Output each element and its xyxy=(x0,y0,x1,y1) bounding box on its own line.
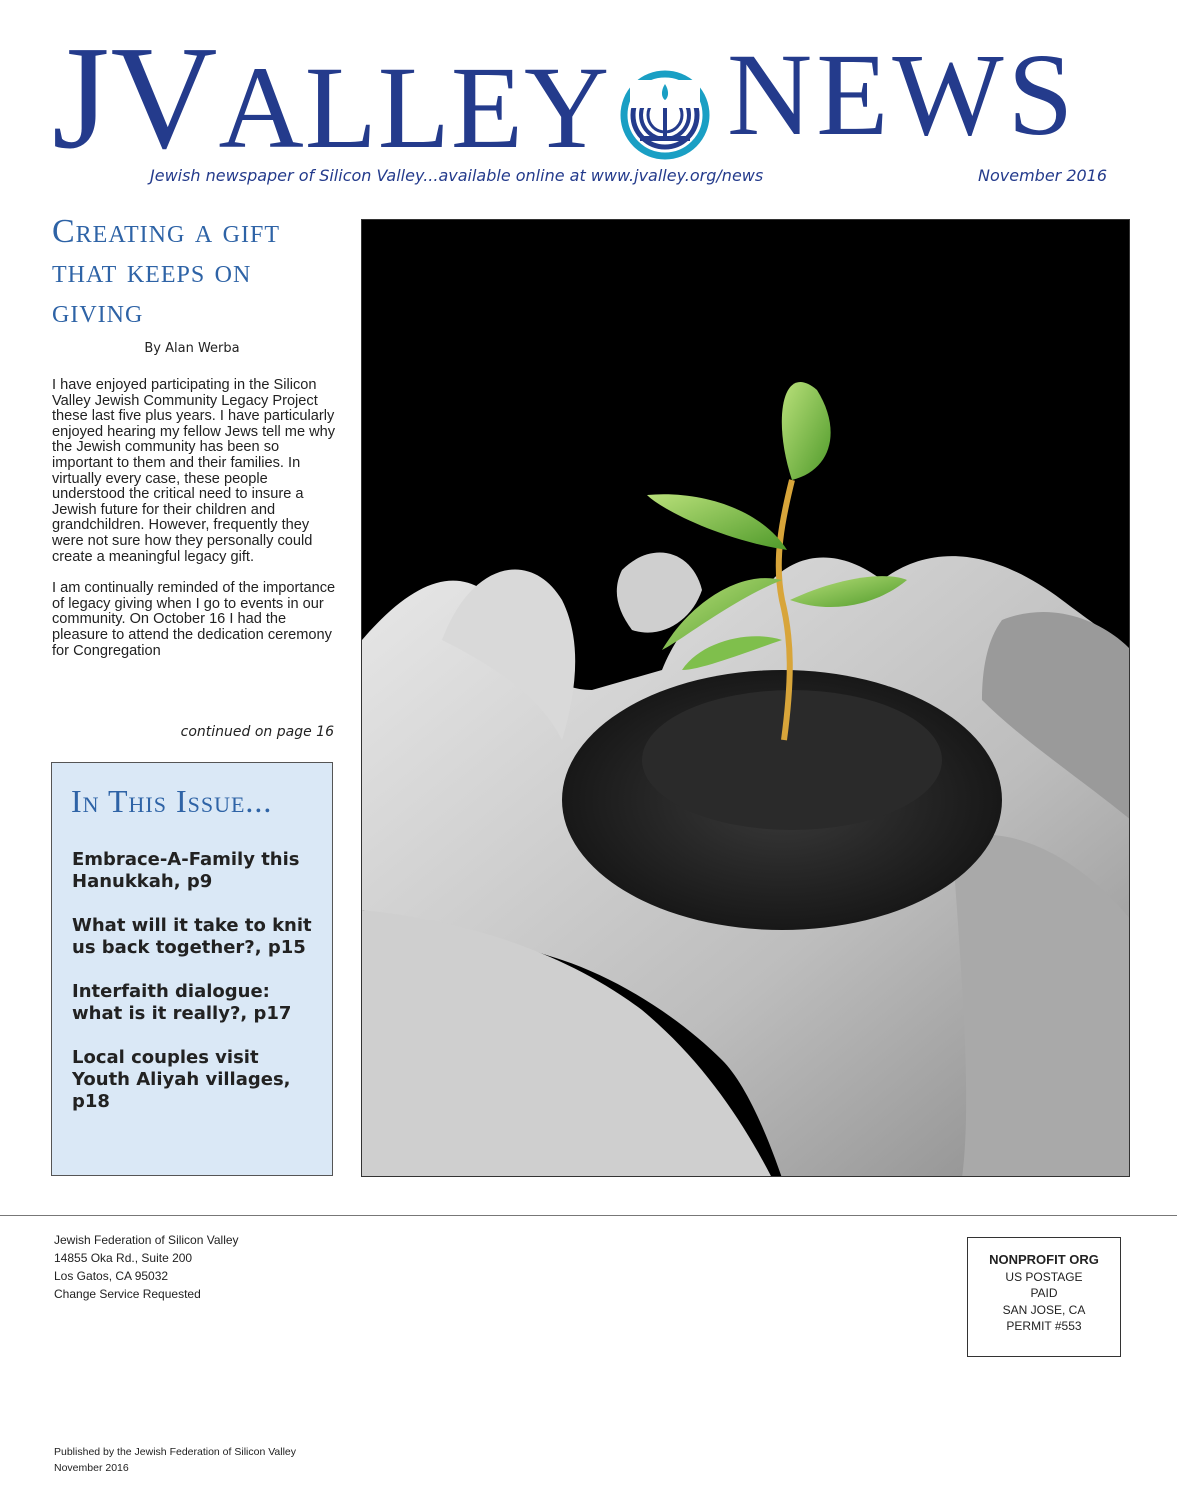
federation-logo-icon xyxy=(620,70,710,160)
article-paragraph: I have enjoyed participating in the Silicon Valley Jewish Community Legacy Project these last five plus years. I have particularly enjoyed hearing my fellow Jews tell me why the Jewish community has been so important to them and their families. In virtually every case, these people understood the critical need to insure a Jewish future for their children and grandchildren. However, frequently they were not sure how they personally could create a meaningful legacy gift. xyxy=(52,377,336,565)
footer-publisher: Published by the Jewish Federation of Silicon Valley xyxy=(54,1446,297,1458)
footer xyxy=(54,1444,296,1476)
article-body xyxy=(52,378,338,675)
postage-line: PAID xyxy=(1030,1286,1058,1300)
masthead-tagline: Jewish newspaper of Silicon Valley...available online at www.jvalley.org/news xyxy=(150,166,764,185)
postage-line: SAN JOSE, CA xyxy=(1002,1302,1086,1317)
masthead-title-right: NEWS xyxy=(727,29,1078,160)
postage-indicia xyxy=(967,1237,1121,1357)
footer-date: November 2016 xyxy=(54,1462,129,1474)
issue-item[interactable]: Interfaith dialogue: what is it really?, p17 xyxy=(72,981,292,1024)
issue-item[interactable]: What will it take to knit us back together?, p15 xyxy=(72,915,312,958)
return-address-line: Los Gatos, CA 95032 xyxy=(54,1269,169,1283)
article-byline: By Alan Werba xyxy=(144,341,240,356)
return-address xyxy=(54,1231,239,1303)
issue-date: November 2016 xyxy=(978,166,1108,185)
continued-link[interactable]: continued on page 16 xyxy=(180,724,334,740)
divider xyxy=(0,1215,1177,1216)
postage-line: PERMIT #553 xyxy=(1006,1319,1082,1333)
cover-photo xyxy=(361,219,1130,1177)
article-headline: Creating a gift that keeps on giving xyxy=(52,213,280,330)
article-paragraph: I am continually reminded of the importance of legacy giving when I go to events in our community. On October 16 I had the pleasure to attend the dedication ceremony for Congregation xyxy=(52,580,336,659)
masthead-title-left: JVALLEY xyxy=(52,16,611,180)
return-address-line: 14855 Oka Rd., Suite 200 xyxy=(54,1251,193,1265)
masthead xyxy=(0,0,1177,200)
return-address-line: Change Service Requested xyxy=(54,1287,201,1301)
postage-line: US POSTAGE xyxy=(1005,1269,1083,1284)
hands-seedling-illustration xyxy=(362,220,1130,1177)
postage-line: NONPROFIT ORG xyxy=(989,1252,1099,1267)
in-this-issue-box xyxy=(51,762,333,1176)
in-this-issue-title: In This Issue... xyxy=(71,783,273,819)
return-address-line: Jewish Federation of Silicon Valley xyxy=(54,1233,239,1247)
in-this-issue-list xyxy=(72,849,322,1135)
issue-item[interactable]: Embrace-A-Family this Hanukkah, p9 xyxy=(72,849,300,892)
issue-item[interactable]: Local couples visit Youth Aliyah villages, p18 xyxy=(72,1047,291,1112)
